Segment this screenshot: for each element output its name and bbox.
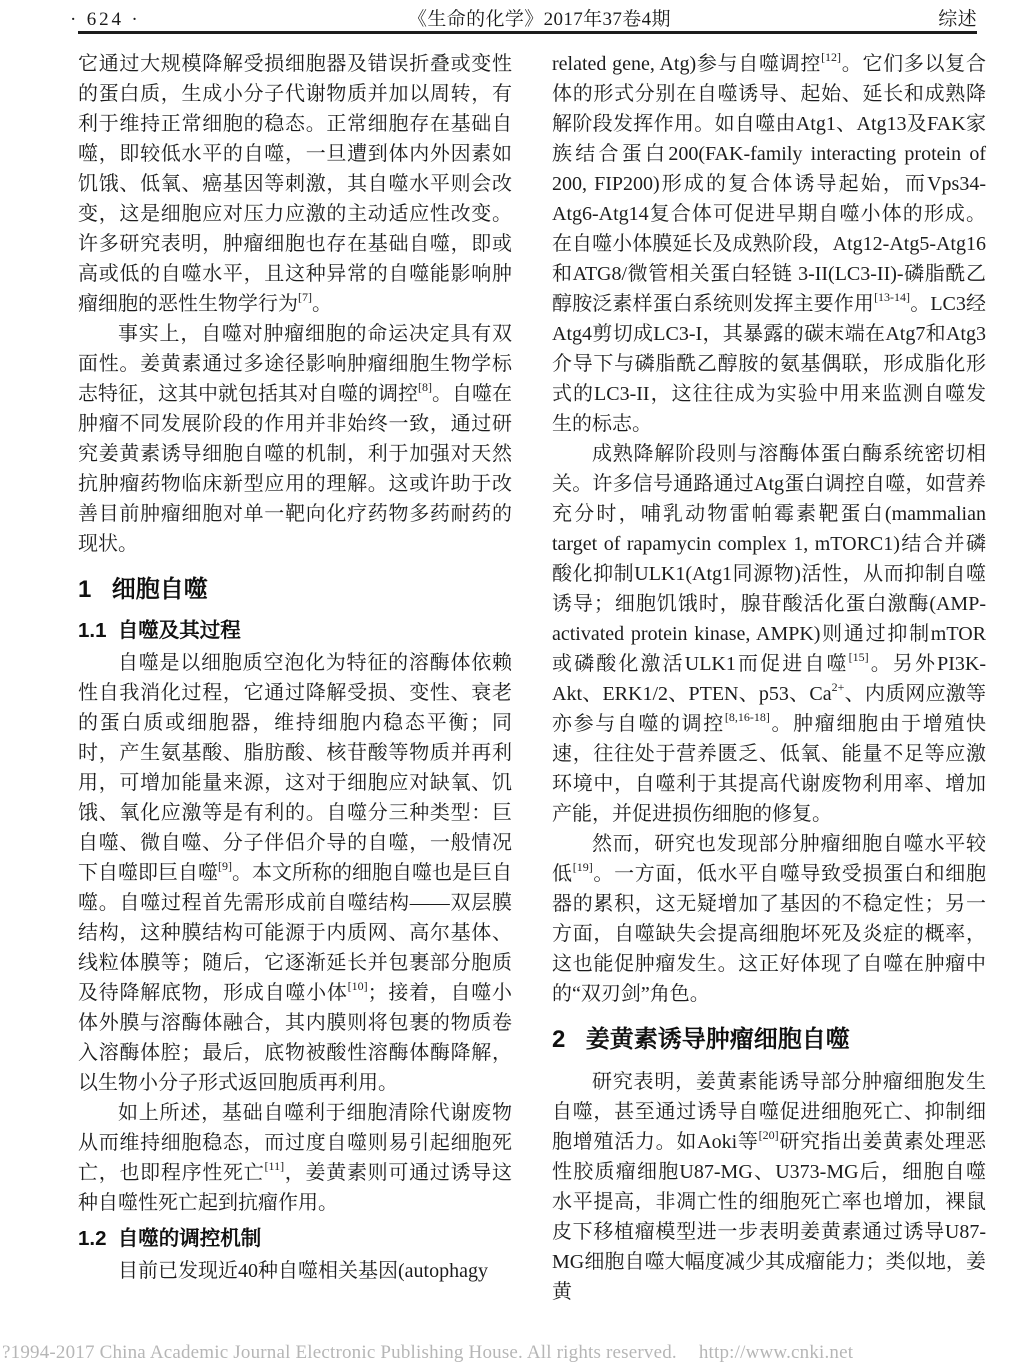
section-number: 1 <box>78 576 92 603</box>
reference-marker: [20] <box>758 1128 779 1143</box>
reference-marker: [8] <box>418 380 432 395</box>
section-heading <box>552 1024 986 1056</box>
reference-marker: [10] <box>347 979 368 994</box>
copyright-text: ?1994-2017 China Academic Journal Electronic Publishing House. All rights reserved. <box>2 1342 677 1363</box>
section-number: 1.1 <box>78 619 107 642</box>
header-rule <box>78 31 977 34</box>
reference-marker: [19] <box>572 860 593 875</box>
reference-marker: [9] <box>218 859 232 874</box>
page-number: · 624 · <box>70 9 141 30</box>
section-title: 自噬及其过程 <box>117 619 241 642</box>
paragraph: 目前已发现近40种自噬相关基因(autophagy <box>118 1260 488 1282</box>
reference-marker: [7] <box>298 290 312 305</box>
article-body <box>78 49 986 1307</box>
paragraph: 它通过大规模降解受损细胞器及错误折叠或变性的蛋白质，生成小分子代谢物质并加以周转，有利于维持正常细胞的稳态。正常细胞存在基础自噬，即较低水平的自噬，一旦遭到体内外因素如饥饿、低氧、癌基因等刺激，其自噬水平则会改变，这是细胞应对压力应激的主动适应性改变。许多研究表明，肿瘤细胞也存在基础自噬，即或高或低的自噬水平，且这种异常的自噬能影响肿瘤细胞的恶性生物学行为[7]。 <box>78 53 512 315</box>
paragraph: related gene, Atg)参与自噬调控[12]。它们多以复合体的形式分别在自噬诱导、起始、延长和成熟降解阶段发挥作用。如自噬由Atg1、Atg13及FAK家族结合蛋白200(FAK-family interacting protein of 200, FIP200)形成的复合体诱导起始，而Vps34-Atg6-Atg14复合体可促进早期自噬小体的形成。在自噬小体膜延长及成熟阶段，Atg12-Atg5-Atg16和ATG8/微管相关蛋白轻链 3-II(LC3-II)-磷脂酰乙醇胺泛素样蛋白系统则发挥主要作用[13-14]。LC3经Atg4剪切成LC3-I，其暴露的碳末端在Atg7和Atg3介导下与磷脂酰乙醇胺的氨基偶联，形成脂化形式的LC3-II，这往往成为实验中用来监测自噬发生的标志。 <box>552 50 987 435</box>
paragraph: 如上所述，基础自噬利于细胞清除代谢废物从而维持细胞稳态，而过度自噬则易引起细胞死亡，也即程序性死亡[11]，姜黄素则可通过诱导这种自噬性死亡起到抗瘤作用。 <box>78 1102 513 1214</box>
page-footer <box>2 1342 1024 1364</box>
reference-marker: [12] <box>821 50 842 65</box>
section-title: 细胞自噬 <box>111 576 208 603</box>
reference-marker: [8,16-18] <box>724 710 770 725</box>
right-column <box>552 49 986 1307</box>
section-number: 1.2 <box>78 1227 107 1250</box>
subsection-heading <box>78 1225 512 1253</box>
paragraph: 成熟降解阶段则与溶酶体蛋白酶系统密切相关。许多信号通路通过Atg蛋白调控自噬，如营养充分时，哺乳动物雷帕霉素靶蛋白(mammalian target of rapamycin complex 1, mTORC1)结合并磷酸化抑制ULK1(Atg1同源物)活性，从而抑制自噬诱导；细胞饥饿时，腺苷酸活化蛋白激酶(AMP-activated protein kinase, AMPK)则通过抑制mTOR或磷酸化激活ULK1而促进自噬[15]。另外PI3K-Akt、ERK1/2、PTEN、p53、$Ca^{2+}$、内质网应激等亦参与自噬的调控[8,16-18]。肿瘤细胞由于增殖快速，往往处于营养匮乏、低氧、能量不足等应激环境中，自噬利于其提高代谢废物利用率、增加产能，并促进损伤细胞的修复。 <box>552 443 987 825</box>
reference-marker: [15] <box>848 650 869 665</box>
section-heading <box>78 574 512 606</box>
paragraph: 然而，研究也发现部分肿瘤细胞自噬水平较低[19]。一方面，低水平自噬导致受损蛋白和细胞器的累积，这无疑增加了基因的不稳定性；另一方面，自噬缺失会提高细胞坏死及炎症的概率，这也能促肿瘤发生。这正好体现了自噬在肿瘤中的“双刃剑”角色。 <box>552 833 987 1005</box>
reference-marker: 2+ <box>831 680 845 695</box>
section-title: 姜黄素诱导肿瘤细胞自噬 <box>585 1026 850 1053</box>
left-column <box>78 49 512 1307</box>
page-header <box>70 6 977 31</box>
paragraph: 自噬是以细胞质空泡化为特征的溶酶体依赖性自我消化过程，它通过降解受损、变性、衰老的蛋白质或细胞器，维持细胞内稳态平衡；同时，产生氨基酸、脂肪酸、核苷酸等物质并再利用，可增加能量来源，这对于细胞应对缺氧、饥饿、氧化应激等是有利的。自噬分三种类型：巨自噬、微自噬、分子伴侣介导的自噬，一般情况下自噬即巨自噬[9]。本文所称的细胞自噬也是巨自噬。自噬过程首先需形成前自噬结构——双层膜结构，这种膜结构可能源于内质网、高尔基体、线粒体膜等；随后，它逐渐延长并包裹部分胞质及待降解底物，形成自噬小体[10]；接着，自噬小体外膜与溶酶体融合，其内膜则将包裹的物质卷入溶酶体腔；最后，底物被酸性溶酶体酶降解，以生物小分子形式返回胞质再利用。 <box>78 652 513 1094</box>
reference-marker: [13-14] <box>874 290 911 305</box>
footer-url: http://www.cnki.net <box>698 1342 854 1363</box>
journal-title: 《生命的化学》2017年37卷4期 <box>407 9 671 30</box>
article-type-label: 综述 <box>938 9 977 30</box>
paragraph: 研究表明，姜黄素能诱导部分肿瘤细胞发生自噬，甚至通过诱导自噬促进细胞死亡、抑制细胞增殖活力。如Aoki等[20]研究指出姜黄素处理恶性胶质瘤细胞U87-MG、U373-MG后，细胞自噬水平提高，非凋亡性的细胞死亡率也增加，裸鼠皮下移植瘤模型进一步表明姜黄素通过诱导U87-MG细胞自噬大幅度减少其成瘤能力；类似地，姜黄 <box>552 1071 987 1303</box>
subsection-heading <box>78 617 512 645</box>
paragraph: 事实上，自噬对肿瘤细胞的命运决定具有双面性。姜黄素通过多途径影响肿瘤细胞生物学标志特征，这其中就包括其对自噬的调控[8]。自噬在肿瘤不同发展阶段的作用并非始终一致，通过研究姜黄素诱导细胞自噬的机制，利于加强对天然抗肿瘤药物临床新型应用的理解。这或许助于改善目前肿瘤细胞对单一靶向化疗药物多药耐药的现状。 <box>78 323 512 555</box>
section-number: 2 <box>552 1026 566 1053</box>
section-title: 自噬的调控机制 <box>117 1227 262 1250</box>
reference-marker: [11] <box>264 1159 285 1174</box>
